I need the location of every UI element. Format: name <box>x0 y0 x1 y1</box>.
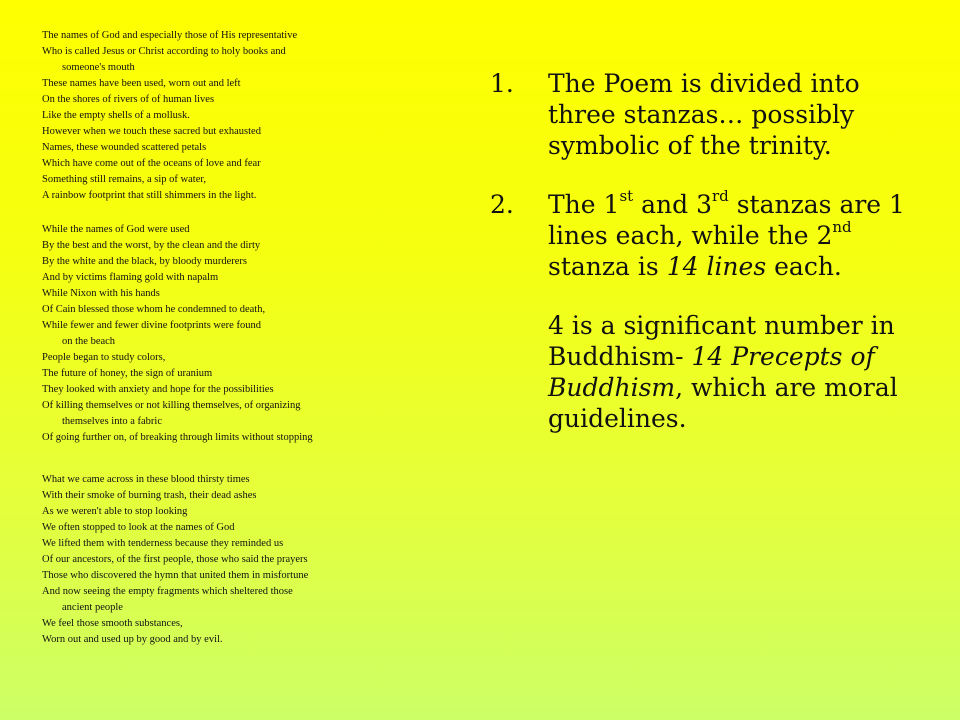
poem-line: ancient people <box>62 602 123 613</box>
analysis-item-2 <box>490 186 935 282</box>
poem-line: Like the empty shells of a mollusk. <box>42 110 190 121</box>
poem-line: Of killing themselves or not killing themselves, of organizing <box>42 400 301 411</box>
item-text-part: The 1 <box>548 190 620 219</box>
poem-line: On the shores of rivers of of human lives <box>42 94 215 105</box>
poem-stanza-3 <box>42 472 402 648</box>
poem-line: Names, these wounded scattered petals <box>42 142 207 153</box>
poem-line: on the beach <box>62 336 116 347</box>
poem-line: By the best and the worst, by the clean and the dirty <box>42 240 261 251</box>
poem-line: Something still remains, a sip of water, <box>42 174 207 185</box>
poem-line: People began to study colors, <box>42 352 166 363</box>
item-text-part: each. <box>766 252 842 281</box>
poem-line: themselves into a fabric <box>62 416 163 427</box>
poem-line: Of going further on, of breaking through limits without stopping <box>42 432 313 443</box>
poem-line: And by victims flaming gold with napalm <box>42 272 219 283</box>
poem-line: Of Cain blessed those whom he condemned to death, <box>42 304 266 315</box>
poem-line: Of our ancestors, of the first people, those who said the prayers <box>42 554 308 565</box>
poem-line: As we weren't able to stop looking <box>42 506 188 517</box>
poem-line: With their smoke of burning trash, their dead ashes <box>42 490 257 501</box>
poem-line: Worn out and used up by good and by evil. <box>42 634 223 645</box>
item-number: 1. <box>490 69 514 98</box>
poem-line: someone's mouth <box>62 62 135 73</box>
poem-line: Those who discovered the hymn that united them in misfortune <box>42 570 309 581</box>
poem-stanza-1 <box>42 28 402 204</box>
poem-stanza-2 <box>42 222 402 446</box>
item-number: 2. <box>490 190 514 219</box>
paragraph-text-part: 4 is a significant number in Buddhism- <box>548 311 895 371</box>
poem-line: What we came across in these blood thirsty times <box>42 474 250 485</box>
poem-line: By the white and the black, by bloody murderers <box>42 256 247 267</box>
ordinal-suffix: rd <box>711 186 729 205</box>
item-text-part: stanzas are 1 lines each, while the 2 <box>548 190 905 250</box>
poem-line: They looked with anxiety and hope for the possibilities <box>42 384 274 395</box>
analysis-item-1 <box>490 68 935 161</box>
item-text: The Poem is divided into three stanzas… possibly symbolic of the trinity. <box>548 69 860 160</box>
poem-line: The names of God and especially those of His representative <box>42 30 298 41</box>
poem-line: We lifted them with tenderness because they reminded us <box>42 538 284 549</box>
poem-line: And now seeing the empty fragments which sheltered those <box>42 586 293 597</box>
item-text-part: stanza is <box>548 252 667 281</box>
poem-line: While the names of God were used <box>42 224 190 235</box>
poem-line: The future of honey, the sign of uranium <box>42 368 213 379</box>
item-text-emphasis: 14 lines <box>666 252 767 281</box>
poem-line: Which have come out of the oceans of love and fear <box>42 158 261 169</box>
analysis-paragraph-3 <box>490 310 935 434</box>
poem-line: However when we touch these sacred but exhausted <box>42 126 261 137</box>
poem-line: We often stopped to look at the names of God <box>42 522 235 533</box>
poem-line: We feel those smooth substances, <box>42 618 183 629</box>
poem-line: While Nixon with his hands <box>42 288 160 299</box>
analysis-points <box>490 68 935 434</box>
poem-line: These names have been used, worn out and left <box>42 78 241 89</box>
paragraph-text-emphasis: 14 Precepts of Buddhism <box>548 342 875 402</box>
poem-text <box>42 28 402 648</box>
poem-line: A rainbow footprint that still shimmers in the light. <box>42 190 257 201</box>
poem-line: Who is called Jesus or Christ according to holy books and <box>42 46 286 57</box>
ordinal-suffix: nd <box>832 217 852 236</box>
poem-line: While fewer and fewer divine footprints were found <box>42 320 261 331</box>
item-text-part: and 3 <box>633 190 712 219</box>
paragraph-text-part: , which are moral guidelines. <box>548 373 898 433</box>
ordinal-suffix: st <box>619 186 634 205</box>
